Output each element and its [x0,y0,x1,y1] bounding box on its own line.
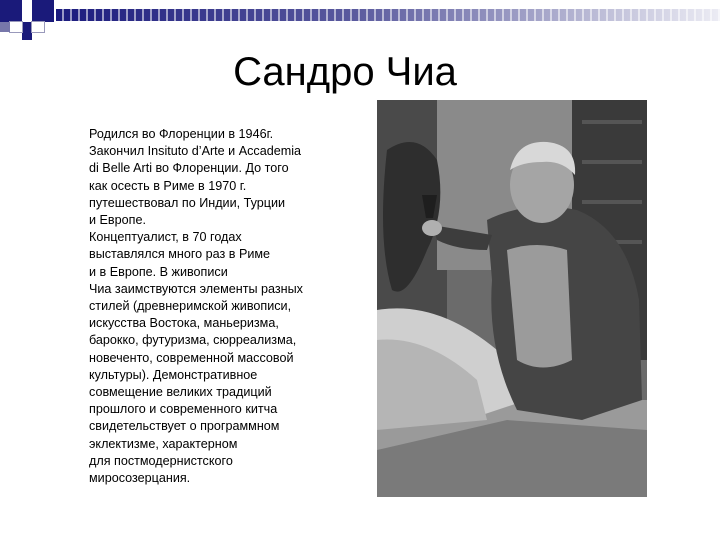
decor-square [10,22,22,32]
decor-square [0,0,22,22]
text-line: и Европе. [89,213,146,228]
text-line: и в Европе. В живописи [89,264,228,279]
header-bar-stripes [56,9,720,21]
text-line: Чиа заимствуются элементы разных [89,281,303,296]
text-line: как осесть в Риме в 1970 г. [89,178,247,193]
portrait-photo-svg [377,100,647,497]
biography-text [89,126,359,487]
decor-square [32,0,54,22]
decor-square [0,22,10,32]
text-line: свидетельствует о программном [89,419,280,434]
text-line: Родился во Флоренции в 1946г. [89,127,274,141]
decor-square [22,0,32,10]
portrait-photo [377,100,647,497]
text-line: миросозерцания. [89,471,191,486]
decor-square [22,22,32,40]
slide-title: Сандро Чиа [233,50,457,94]
text-line: путешествовал по Индии, Турции [89,195,286,210]
text-line: культуры). Демонстративное [89,367,258,382]
text-line: новеченто, современной массовой [89,350,294,365]
text-line: Концептуалист, в 70 годах [89,230,242,245]
text-line: совмещение великих традиций [89,385,272,400]
text-line: Закончил Insituto d’Arte и Accademia [89,144,301,159]
decor-square [32,22,44,32]
text-line: для постмодернистского [89,453,233,468]
text-line: барокко, футуризма, сюрреализма, [89,333,297,348]
text-line: di Belle Arti во Флоренции. До того [89,161,289,176]
text-line: прошлого и современного китча [89,402,278,417]
text-line: выставлялся много раз в Риме [89,247,271,262]
text-line: стилей (древнеримской живописи, [89,299,292,314]
text-line: искусства Востока, маньеризма, [89,316,279,331]
text-line: эклектизме, характерном [89,436,238,451]
